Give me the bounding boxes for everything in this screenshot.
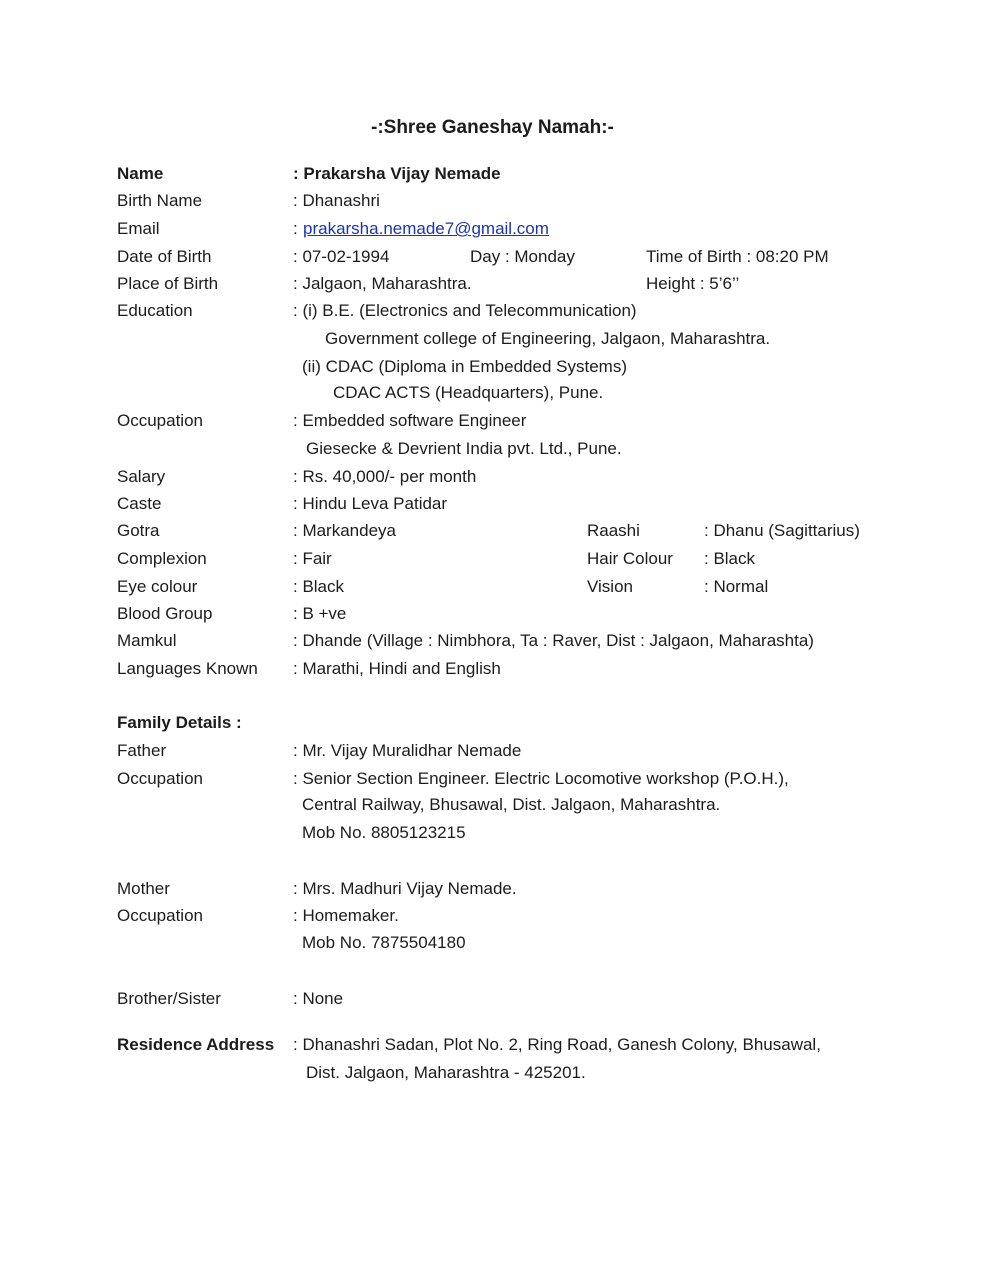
dob-value: : 07-02-1994 bbox=[293, 247, 390, 266]
education-line: CDAC ACTS (Headquarters), Pune. bbox=[333, 383, 604, 402]
salary-label: Salary bbox=[117, 467, 166, 486]
blood-group-value: : B +ve bbox=[293, 604, 347, 623]
raashi-label: Raashi bbox=[587, 521, 640, 540]
birth-name-label: Birth Name bbox=[117, 191, 203, 210]
complexion-label: Complexion bbox=[117, 549, 207, 568]
time-of-birth-value: Time of Birth : 08:20 PM bbox=[646, 247, 829, 266]
caste-label: Caste bbox=[117, 494, 162, 513]
mamkul-value: : Dhande (Village : Nimbhora, Ta : Raver, Dist : Jalgaon, Maharashta) bbox=[293, 631, 814, 650]
father-occupation-label: Occupation bbox=[117, 769, 203, 788]
email-colon: : bbox=[293, 219, 298, 238]
father-mobile: Mob No. 8805123215 bbox=[302, 823, 466, 842]
eye-colour-label: Eye colour bbox=[117, 577, 198, 596]
family-details-heading: Family Details : bbox=[117, 713, 242, 732]
complexion-value: : Fair bbox=[293, 549, 332, 568]
vision-value: : Normal bbox=[704, 577, 769, 596]
email-link[interactable]: prakarsha.nemade7@gmail.com bbox=[303, 219, 549, 238]
name-value: : Prakarsha Vijay Nemade bbox=[293, 164, 501, 183]
father-label: Father bbox=[117, 741, 167, 760]
height-value: Height : 5’6’’ bbox=[646, 274, 740, 293]
mother-occupation-label: Occupation bbox=[117, 906, 203, 925]
salary-value: : Rs. 40,000/- per month bbox=[293, 467, 477, 486]
email-label: Email bbox=[117, 219, 160, 238]
page-title: -:Shree Ganeshay Namah:- bbox=[371, 117, 614, 138]
mother-occupation-line: : Homemaker. bbox=[293, 906, 399, 925]
languages-label: Languages Known bbox=[117, 659, 258, 678]
hair-colour-value: : Black bbox=[704, 549, 756, 568]
pob-value: : Jalgaon, Maharashtra. bbox=[293, 274, 472, 293]
education-line: : (i) B.E. (Electronics and Telecommunication) bbox=[293, 301, 637, 320]
raashi-value: : Dhanu (Sagittarius) bbox=[704, 521, 860, 540]
occupation-label: Occupation bbox=[117, 411, 203, 430]
residence-line: Dist. Jalgaon, Maharashtra - 425201. bbox=[306, 1063, 586, 1082]
residence-line: : Dhanashri Sadan, Plot No. 2, Ring Road, Ganesh Colony, Bhusawal, bbox=[293, 1035, 821, 1054]
mamkul-label: Mamkul bbox=[117, 631, 177, 650]
dob-label: Date of Birth bbox=[117, 247, 212, 266]
education-line: Government college of Engineering, Jalgaon, Maharashtra. bbox=[325, 329, 771, 348]
occupation-line: : Embedded software Engineer bbox=[293, 411, 527, 430]
education-line: (ii) CDAC (Diploma in Embedded Systems) bbox=[302, 357, 627, 376]
blood-group-label: Blood Group bbox=[117, 604, 213, 623]
mother-mobile: Mob No. 7875504180 bbox=[302, 933, 466, 952]
birth-name-value: : Dhanashri bbox=[293, 191, 380, 210]
day-value: Day : Monday bbox=[470, 247, 575, 266]
gotra-label: Gotra bbox=[117, 521, 160, 540]
sibling-label: Brother/Sister bbox=[117, 989, 221, 1008]
father-occupation-line: : Senior Section Engineer. Electric Locomotive workshop (P.O.H.), bbox=[293, 769, 789, 788]
father-occupation-line: Central Railway, Bhusawal, Dist. Jalgaon, Maharashtra. bbox=[302, 795, 721, 814]
eye-colour-value: : Black bbox=[293, 577, 345, 596]
mother-value: : Mrs. Madhuri Vijay Nemade. bbox=[293, 879, 517, 898]
mother-label: Mother bbox=[117, 879, 170, 898]
residence-label: Residence Address bbox=[117, 1035, 275, 1054]
father-value: : Mr. Vijay Muralidhar Nemade bbox=[293, 741, 522, 760]
vision-label: Vision bbox=[587, 577, 633, 596]
pob-label: Place of Birth bbox=[117, 274, 219, 293]
caste-value: : Hindu Leva Patidar bbox=[293, 494, 448, 513]
sibling-value: : None bbox=[293, 989, 344, 1008]
education-label: Education bbox=[117, 301, 193, 320]
name-label: Name bbox=[117, 164, 164, 183]
languages-value: : Marathi, Hindi and English bbox=[293, 659, 501, 678]
hair-colour-label: Hair Colour bbox=[587, 549, 673, 568]
occupation-line: Giesecke & Devrient India pvt. Ltd., Pune. bbox=[306, 439, 622, 458]
gotra-value: : Markandeya bbox=[293, 521, 396, 540]
